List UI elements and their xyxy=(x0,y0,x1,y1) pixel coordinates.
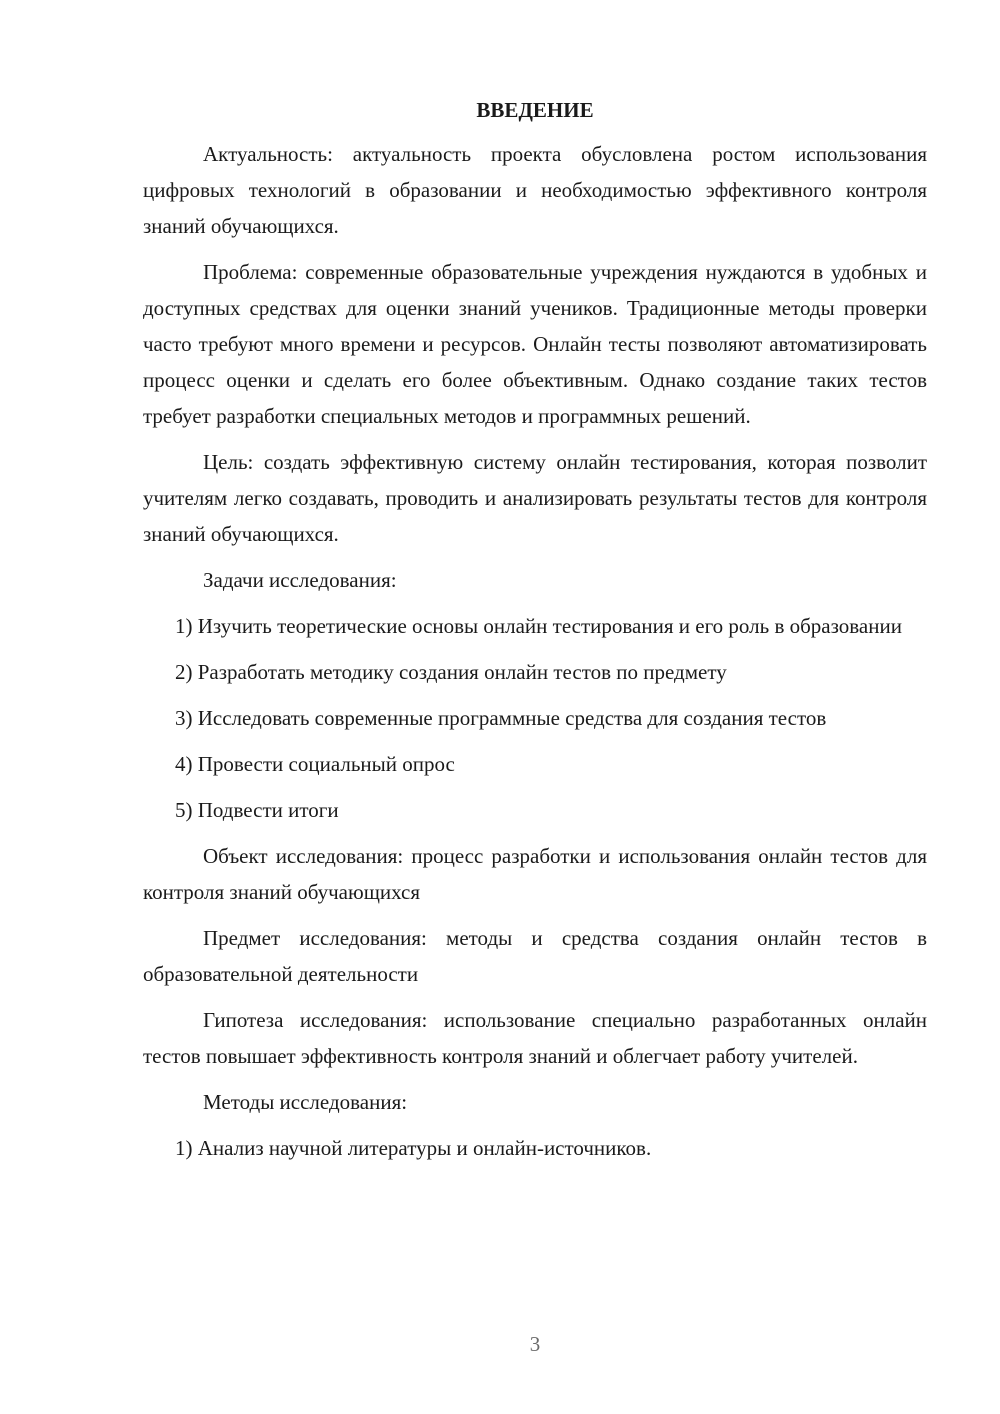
task-item: 3) Исследовать современные программные средства для создания тестов xyxy=(175,706,827,730)
object-paragraph: Объект исследования: процесс разработки и использования онлайн тестов для контроля знаний обучающихся xyxy=(143,844,927,904)
task-item: 5) Подвести итоги xyxy=(175,798,339,822)
task-item: 2) Разработать методику создания онлайн тестов по предмету xyxy=(175,660,727,684)
page-number: 3 xyxy=(529,1332,541,1356)
goal-paragraph: Цель: создать эффективную систему онлайн тестирования, которая позволит учителям легко создавать, проводить и анализировать результаты тестов для контроля знаний обучающихся. xyxy=(143,450,927,546)
task-item: 4) Провести социальный опрос xyxy=(175,752,455,776)
page-content xyxy=(143,96,927,1176)
section-title: ВВЕДЕНИЕ xyxy=(476,98,594,122)
methods-heading: Методы исследования: xyxy=(203,1090,408,1114)
tasks-heading: Задачи исследования: xyxy=(203,568,397,592)
relevance-paragraph: Актуальность: актуальность проекта обусловлена ростом использования цифровых технологий в образовании и необходимостью эффективного контроля знаний обучающихся. xyxy=(143,142,927,238)
subject-paragraph: Предмет исследования: методы и средства создания онлайн тестов в образовательной деятельности xyxy=(143,926,927,986)
task-item: 1) Изучить теоретические основы онлайн тестирования и его роль в образовании xyxy=(175,614,902,638)
problem-paragraph: Проблема: современные образовательные учреждения нуждаются в удобных и доступных средствах для оценки знаний учеников. Традиционные методы проверки часто требуют много времени и ресурсов. Онлайн тесты позволяют автоматизировать процесс оценки и сделать его более объективным. Однако создание таких тестов требует разработки специальных методов и программных решений. xyxy=(143,260,927,428)
hypothesis-paragraph: Гипотеза исследования: использование специально разработанных онлайн тестов повышает эффективность контроля знаний и облегчает работу учителей. xyxy=(143,1008,927,1068)
method-item: 1) Анализ научной литературы и онлайн-источников. xyxy=(175,1136,652,1160)
